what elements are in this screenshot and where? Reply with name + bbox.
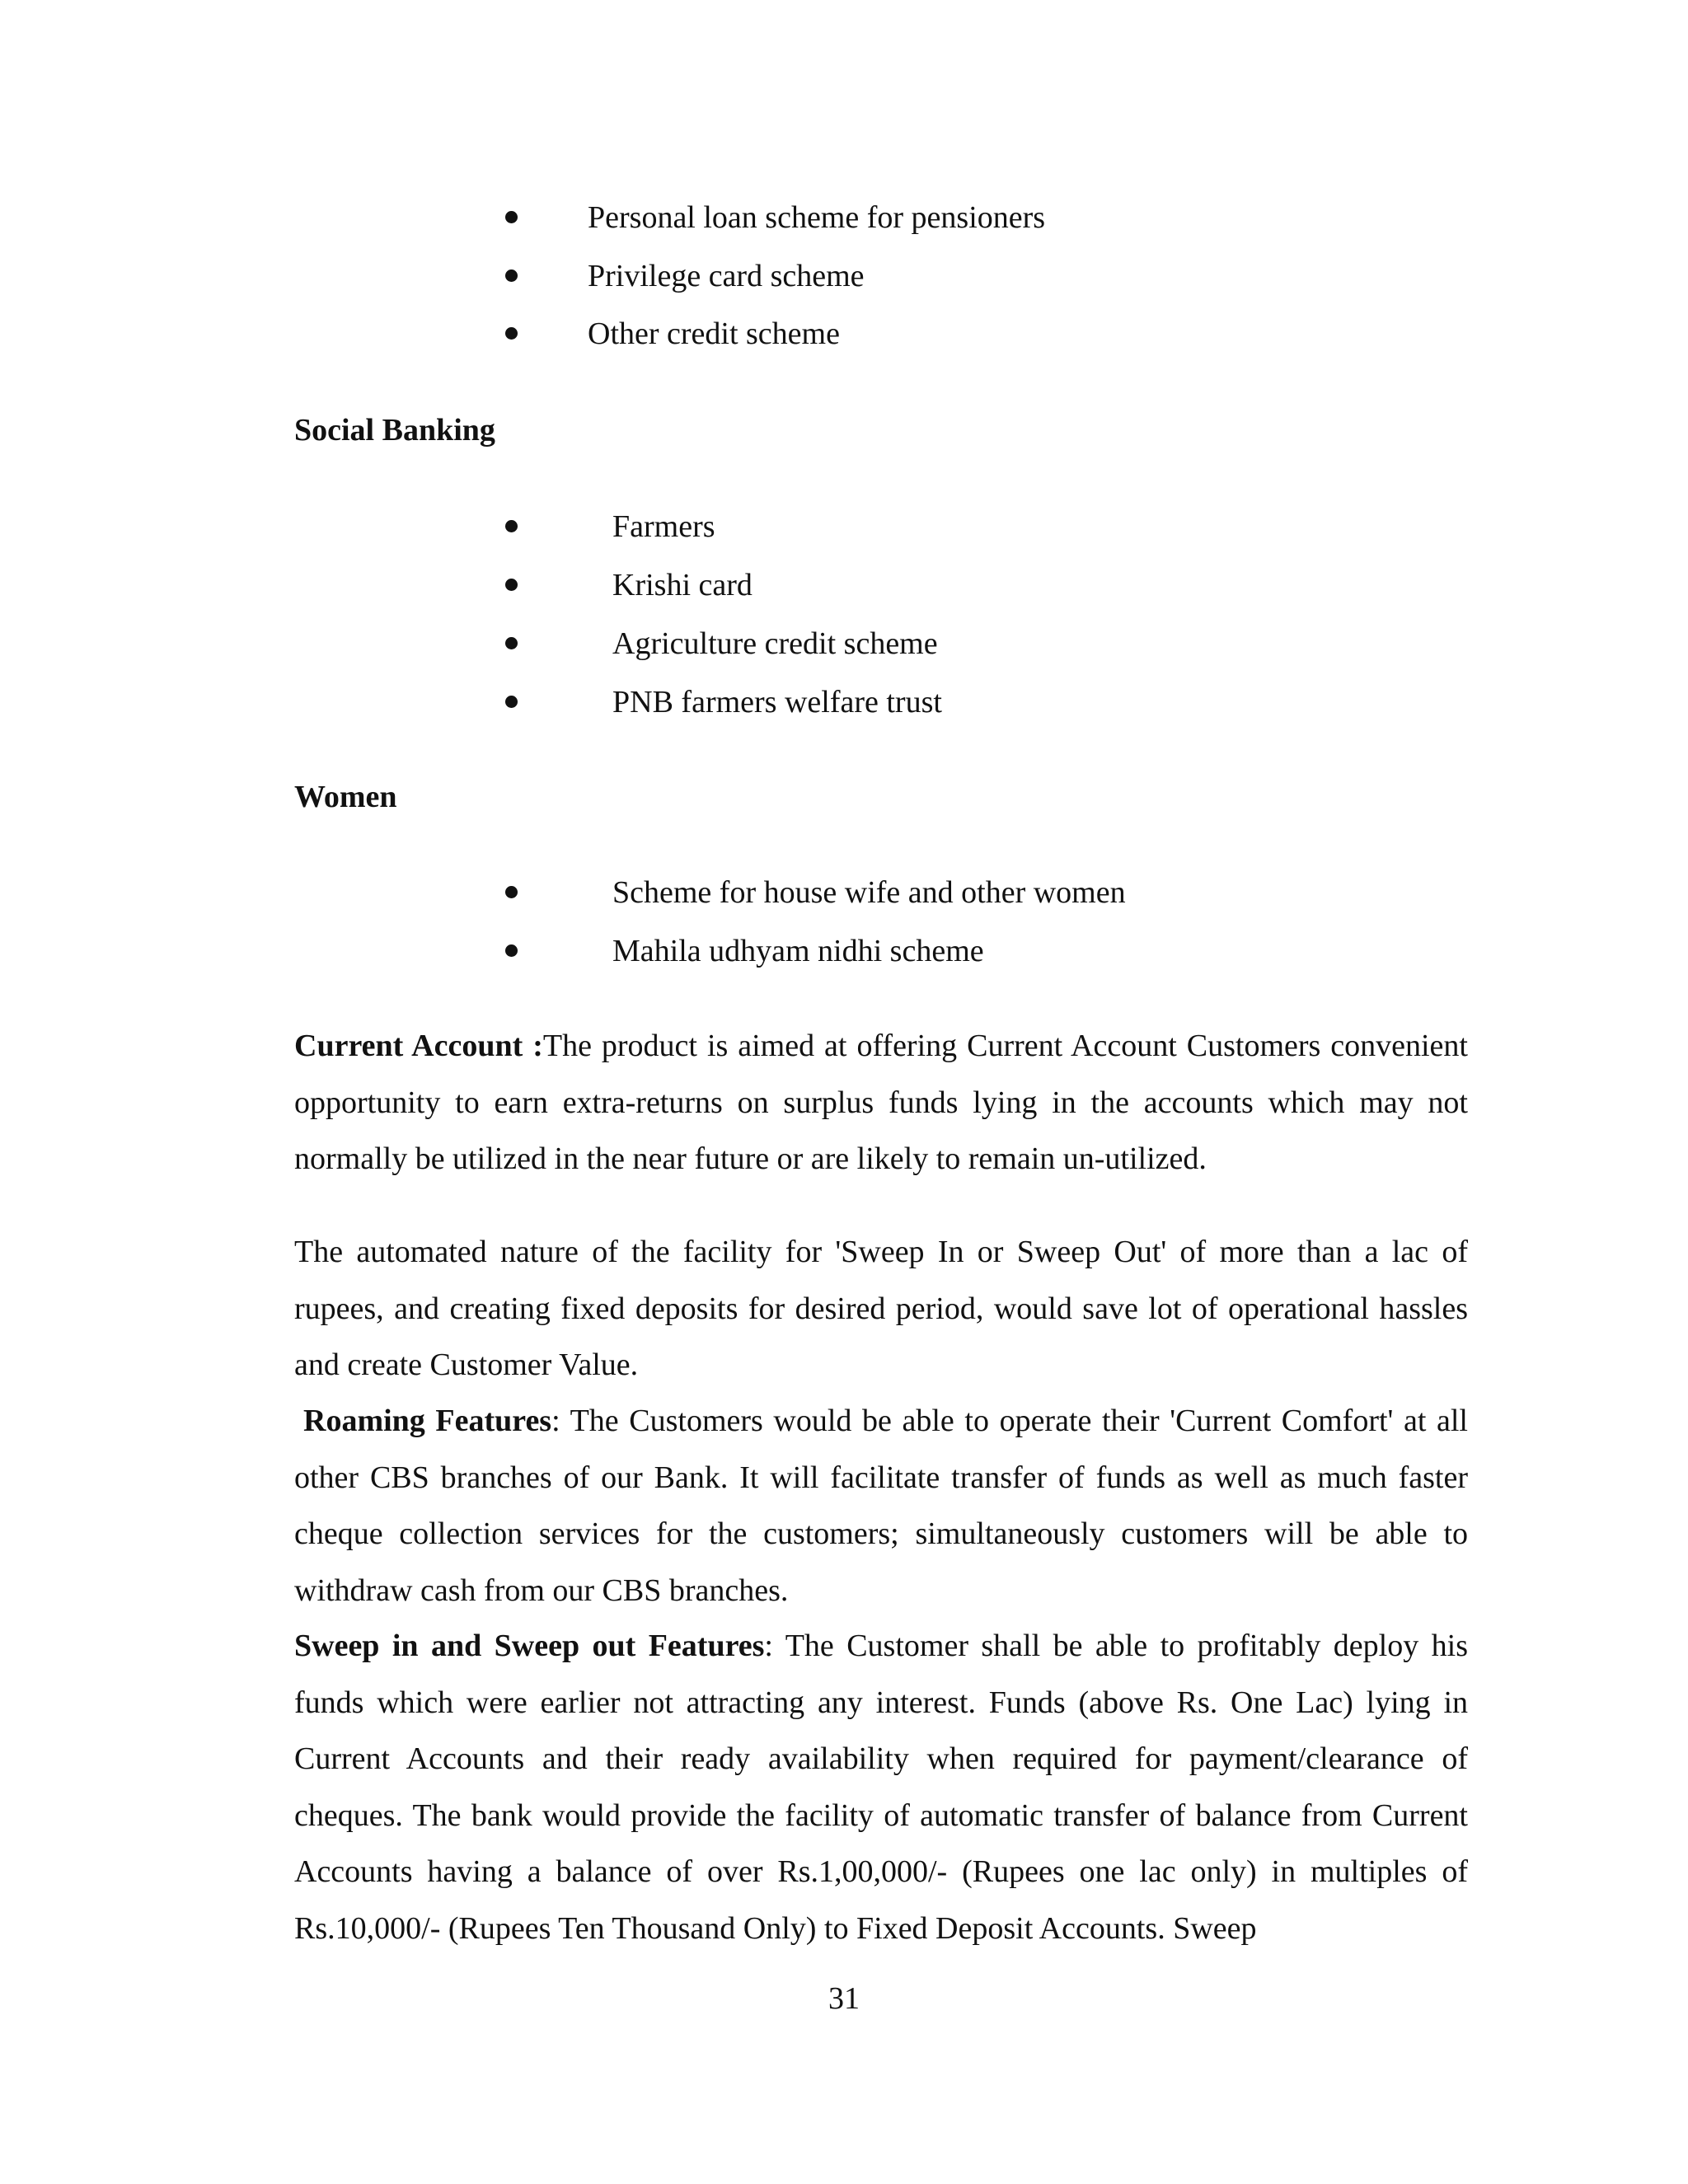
list-item-text: Krishi card bbox=[612, 568, 753, 602]
list-item-text: PNB farmers welfare trust bbox=[612, 685, 942, 719]
list-item-text: Farmers bbox=[612, 509, 715, 544]
list-item-text: Other credit scheme bbox=[588, 316, 840, 351]
bullet-icon bbox=[505, 637, 518, 649]
list-item-text: Mahila udhyam nidhi scheme bbox=[612, 934, 984, 968]
current-account-label: Current Account : bbox=[294, 1029, 543, 1063]
roaming-features-paragraph bbox=[294, 1393, 1468, 1619]
roaming-features-label: Roaming Features bbox=[303, 1404, 552, 1438]
bullet-icon bbox=[505, 579, 518, 591]
roaming-features-text: : The Customers would be able to operate their 'Current Comfort' at all other CBS branches of our Bank. It will facilitate transfer of funds as well as much faster cheque collection services for the customers; simultaneously customers will be able to withdraw cash from our CBS branches. bbox=[294, 1404, 1468, 1608]
list-item-text: Scheme for house wife and other women bbox=[612, 875, 1126, 910]
sweep-features-paragraph bbox=[294, 1618, 1468, 1957]
automated-facility-paragraph: The automated nature of the facility for 'Sweep In or Sweep Out' of more than a lac of rupees, and creating fixed deposits for desired period, would save lot of operational hassles and create Customer Value. bbox=[294, 1235, 1468, 1382]
list-item-text: Personal loan scheme for pensioners bbox=[588, 200, 1046, 235]
sweep-features-text: : The Customer shall be able to profitably deploy his funds which were earlier not attracting any interest. Funds (above Rs. One Lac) lying in Current Accounts and their ready availability when required for payment/clearance of cheques. The bank would provide the facility of automatic transfer of balance from Current Accounts having a balance of over Rs.1,00,000/- (Rupees one lac only) in multiples of Rs.10,000/- (Rupees Ten Thousand Only) to Fixed Deposit Accounts. Sweep bbox=[294, 1629, 1468, 1946]
bullet-icon bbox=[505, 520, 518, 532]
section-heading-social-banking: Social Banking bbox=[294, 413, 495, 448]
bullet-icon bbox=[505, 327, 518, 340]
section-heading-women: Women bbox=[294, 780, 397, 814]
current-account-paragraph bbox=[294, 1018, 1468, 1188]
bullet-icon bbox=[505, 886, 518, 898]
current-account-text: The product is aimed at offering Current Account Customers convenient opportunity to earn extra-returns on surplus funds lying in the accounts which may not normally be utilized in the near future or are likely to remain un-utilized. bbox=[294, 1029, 1468, 1176]
list-item-text: Privilege card scheme bbox=[588, 259, 865, 293]
bullet-icon bbox=[505, 944, 518, 957]
list-item-text: Agriculture credit scheme bbox=[612, 626, 938, 661]
sweep-features-label: Sweep in and Sweep out Features bbox=[294, 1629, 765, 1663]
page-number: 31 bbox=[828, 1981, 860, 2016]
bullet-icon bbox=[505, 269, 518, 282]
bullet-icon bbox=[505, 211, 518, 223]
bullet-icon bbox=[505, 696, 518, 708]
